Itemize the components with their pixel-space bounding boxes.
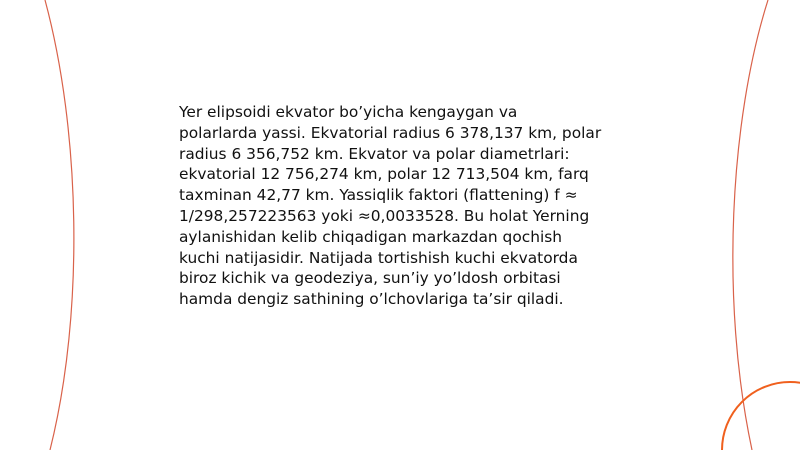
left-arc-line: [45, 0, 74, 450]
right-arc-line: [733, 0, 768, 450]
body-paragraph: Yer elipsoidi ekvator bo’yicha kengaygan va polarlarda yassi. Ekvatorial radius 6 378,137 km, polar radius 6 356,752 km. Ekvator va polar diametrlari: ekvatorial 12 756,274 km, polar 12 713,504 km, farq taxminan 42,77 km. Yassiqlik faktori (flattening) f ≈ 1/298,257223563 yoki ≈0,0033528. Bu holat Yerning aylanishidan kelib chiqadigan markazdan qochish kuchi natijasidir. Natijada tortishish kuchi ekvatorda biroz kichik va geodeziya, sun’iy yo’ldosh orbitasi hamda dengiz sathining o’lchovlariga ta’sir qiladi.: [179, 103, 602, 309]
accent-circle: [722, 382, 800, 450]
